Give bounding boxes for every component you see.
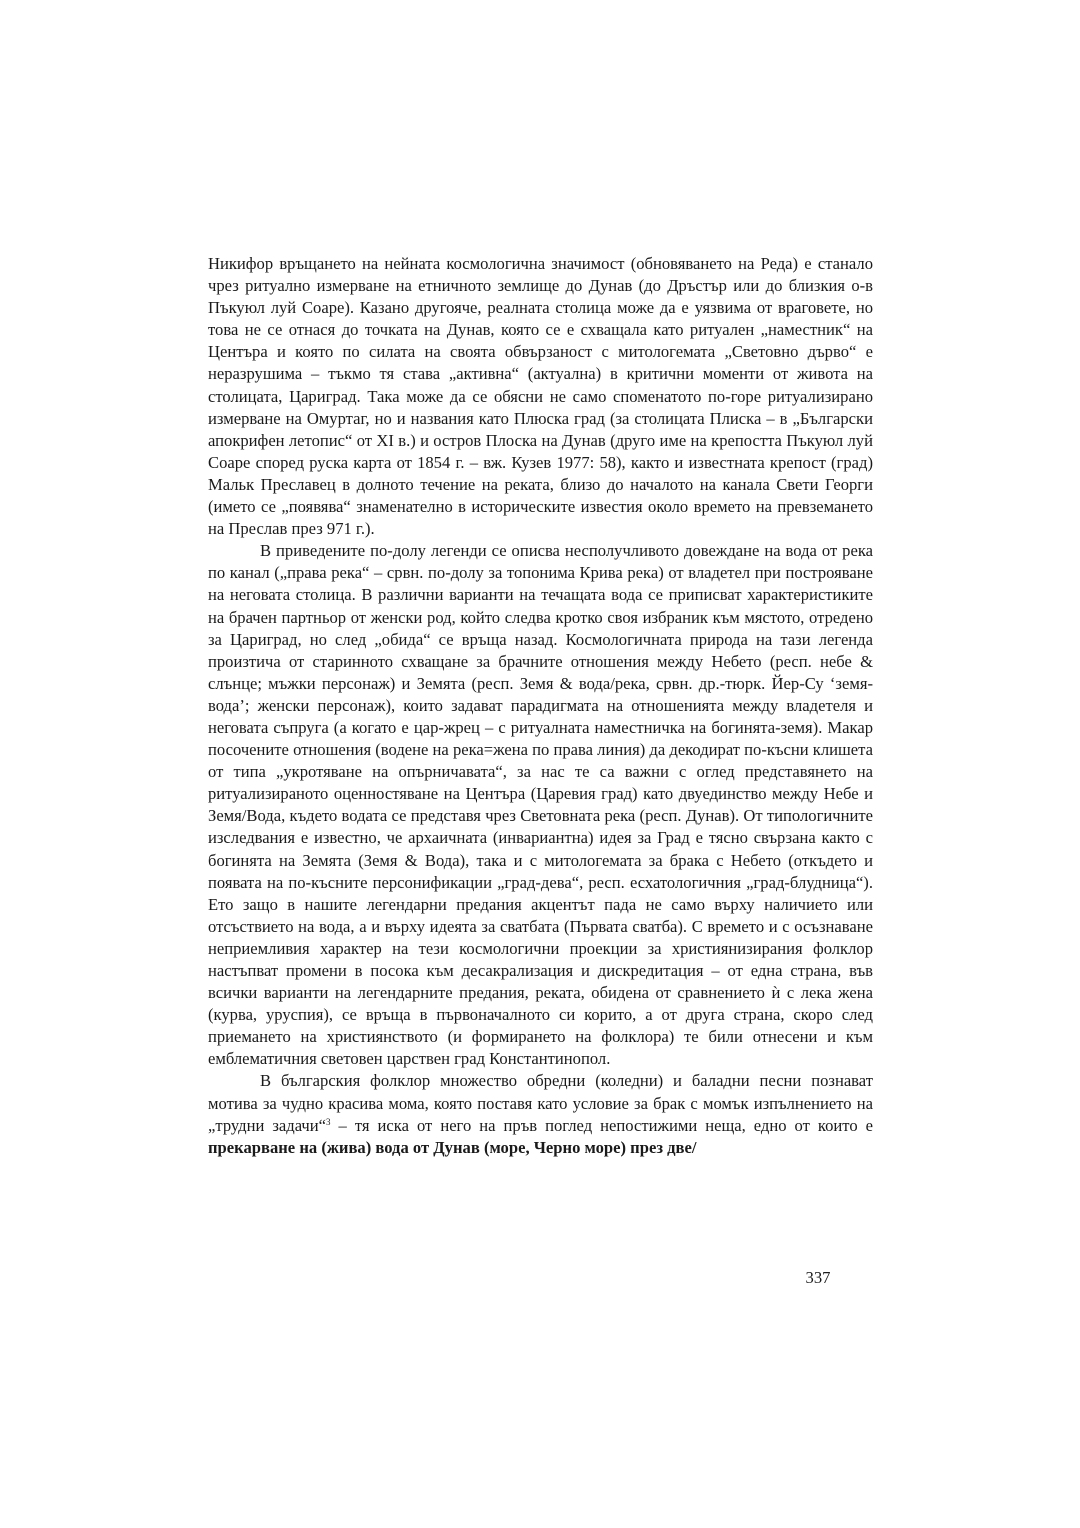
paragraph-2: В приведените по-долу легенди се описва несполучливото довеждане на вода от река по канал („права река“ – срвн. по-долу за топонима Крива река) от владетел при построяване на неговата столица. В различни варианти на течащата вода се приписват характеристиките на брачен партньор от женски род, който следва кротко своя избраник към мястото, отредено за Цариград, но след „обида“ се връща назад. Космологичната природа на тази легенда произтича от старинното схващане за брачните отношения между Небето (респ. небе & слънце; мъжки персонаж) и Земята (респ. Земя & вода/река, срвн. др.-тюрк. Йер-Су ‘земя-вода’; женски персонаж), които задават парадигмата на отношенията между владетеля и неговата съпруга (а когато е цар-жрец – с ритуалната наместничка на богинята-земя). Макар посочените отношения (водене на река=жена по права линия) да декодират по-късни клишета от типа „укротяване на опърничавата“, за нас те са важни с оглед представянето на ритуализираното оценностяване на Центъра (Царевия град) като двуединство между Небе и Земя/Вода, където водата се представя чрез Световната река (респ. Дунав). От типологичните изследвания е известно, че архаичната (инвариантна) идея за Град е тясно свързана както с богинята на Земята (Земя & Вода), така и с митологемата за брака с Небето (откъдето и появата на по-късните персонификации „град-дева“, респ. есхатологичния „град-блудница“). Ето защо в нашите легендарни предания акцентът пада не само върху наличието или отсъствието на вода, а и върху идеята за сватбата (Първата сватба). С времето и с осъзнаване неприемливия характер на тези космологични проекции за християнизирания фолклор настъпват промени в посока към десакрализация и дискредитация – от една страна, във всички варианти на легендарните предания, реката, обидена от сравнението ѝ с лека жена (курва, уруспия), се връща в първоначалното си корито, а от друга страна, скоро след приемането на християнството (и формирането на фолклора) те били отнесени и към емблематичния световен царствен град Константинопол.: [208, 541, 873, 1069]
paragraph-3-bold-text: прекарване на (жива) вода от Дунав (море, Черно море) през две/: [208, 1137, 697, 1157]
page-number: 337: [805, 1268, 831, 1287]
paragraph-1: Никифор връщането на нейната космологична значимост (обновяването на Реда) е станало чрез ритуално измерване на етничното землище до Дунав (до Дръстър или до близкия о-в Пъкуюл луй Соаре). Казано другояче, реалната столица може да е уязвима от враговете, но това не се отнася до точката на Дунав, която се е схващала като ритуален „наместник“ на Центъра и която по силата на своята обвързаност с митологемата „Световно дърво“ е неразрушима – тъкмо тя става „активна“ (актуална) в критични моменти от живота на столицата, Цариград. Така може да се обясни не само споменатото по-горе ритуализирано измерване на Омуртаг, но и названия като Плюска град (за столицата Плиска – в „Български апокрифен летопис“ от XI в.) и остров Плоска на Дунав (друго име на крепостта Пъкуюл луй Соаре според руска карта от 1854 г. – вж. Кузев 1977: 58), както и известната крепост (град) Мальк Преславец в долното течение на реката, близо до началото на канала Свети Георги (името се „появява“ знаменателно в историческите известия около времето на превземането на Преслав през 971 г.).: [208, 254, 873, 539]
page-body: [208, 253, 873, 1159]
paragraph-3: [208, 1070, 873, 1158]
paragraph-3-text: В българския фолклор множество обредни (коледни) и баладни песни познават мотива за чудно красива мома, която поставя като условие за брак с момък изпълнението на „трудни задачи“: [208, 1071, 873, 1135]
footnote-marker[interactable]: 3: [326, 1116, 331, 1127]
paragraph-3-text-continued: – тя иска от него на пръв поглед непостижими неща, едно от които е: [330, 1115, 874, 1135]
